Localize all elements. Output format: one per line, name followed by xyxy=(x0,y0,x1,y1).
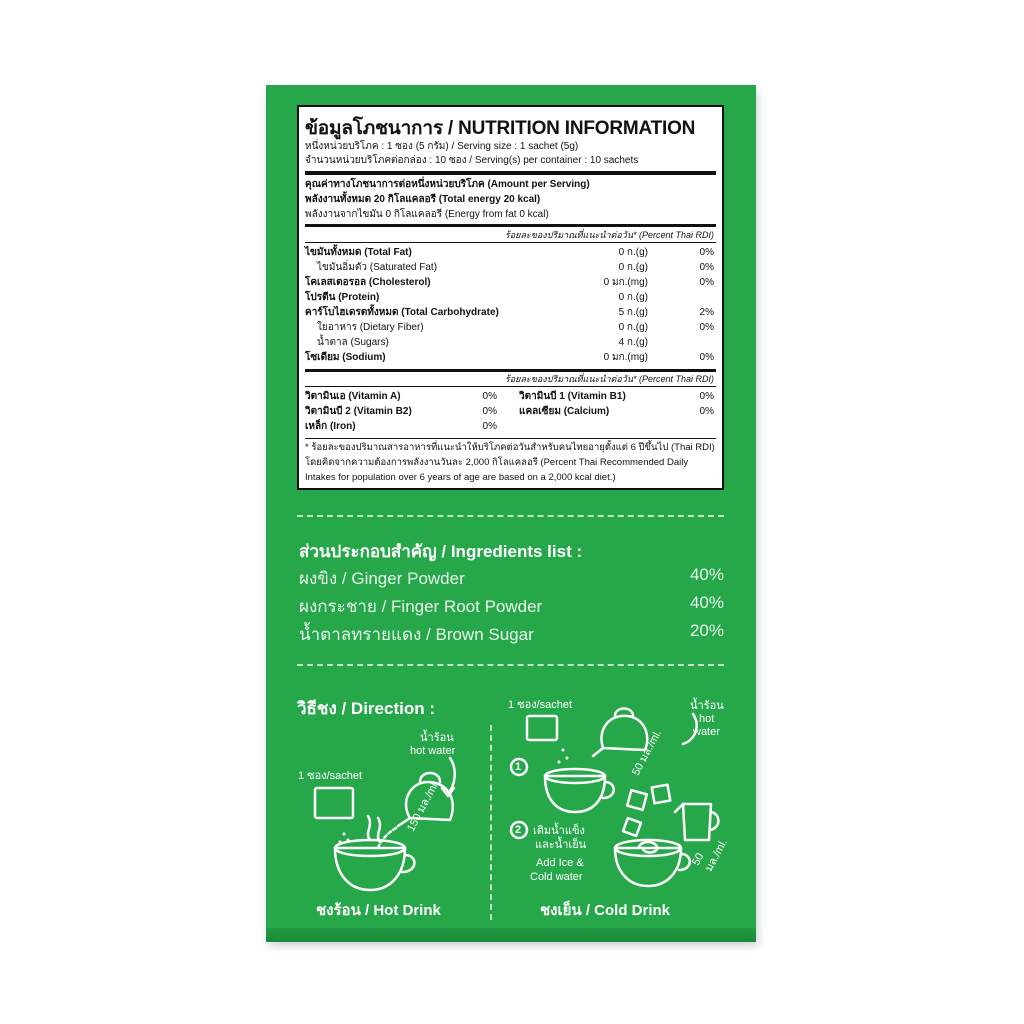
nutrient-pct: 0% xyxy=(699,262,714,273)
vitamin-pct: 0% xyxy=(482,391,497,402)
nutrient-label: โปรตีน (Protein) xyxy=(305,292,380,303)
vitamin-label: วิตามินบี 2 (Vitamin B2) xyxy=(305,406,412,417)
nutrient-pct: 0% xyxy=(699,277,714,288)
dashed-divider xyxy=(297,664,724,666)
ingredient-row xyxy=(299,621,724,643)
nutrient-amount: 0 ก.(g) xyxy=(618,322,648,333)
nutrient-pct: 0% xyxy=(699,247,714,258)
cold-water-th: น้ำร้อน xyxy=(690,700,724,712)
cold-water-en: water xyxy=(693,726,720,738)
ingredient-row xyxy=(299,593,724,615)
nutrient-amount: 5 ก.(g) xyxy=(618,307,648,318)
pitcher-icon xyxy=(683,804,711,840)
hot-water-th: น้ำร้อน xyxy=(420,732,454,744)
amount-per-serving: คุณค่าทางโภชนาการต่อหนึ่งหน่วยบริโภค (Amount per Serving) xyxy=(305,179,590,190)
nutrient-label: โคเลสเตอรอล (Cholesterol) xyxy=(305,277,431,288)
nutrient-label: ใยอาหาร (Dietary Fiber) xyxy=(317,322,424,333)
vitamin-pct: 0% xyxy=(699,391,714,402)
step-1-number: 1 xyxy=(515,761,522,773)
divider-thick xyxy=(305,369,716,372)
footnote-line: * ร้อยละของปริมาณสารอาหารที่แนะนำให้บริโภคต่อวันสำหรับคนไทยอายุตั้งแต่ 6 ปีขึ้นไป (Thai RDI) xyxy=(305,442,715,453)
step-2-th: เติมน้ำแข็ง xyxy=(533,825,585,837)
divider-thin xyxy=(305,242,716,243)
step-2-en: Cold water xyxy=(530,871,583,883)
cold-volume-2: มล./ml. xyxy=(703,837,730,874)
nutrient-pct: 2% xyxy=(699,307,714,318)
ice-cube-icon xyxy=(623,818,641,836)
cold-water-en: hot xyxy=(699,713,715,725)
divider-thin xyxy=(305,438,716,439)
nutrient-pct: 0% xyxy=(699,352,714,363)
ingredient-row xyxy=(299,565,724,587)
ice-cube-icon xyxy=(627,790,647,810)
step-2-number: 2 xyxy=(515,824,522,836)
cold-volume-1: 50 มล./ml. xyxy=(630,727,665,778)
sachet-icon xyxy=(527,716,557,740)
vitamin-label: วิตามินบี 1 (Vitamin B1) xyxy=(519,391,626,402)
step-2-en: Add Ice & xyxy=(536,857,584,869)
vitamin-pct: 0% xyxy=(482,406,497,417)
step-2-th: และน้ำเย็น xyxy=(535,839,587,851)
nutrient-amount: 0 ก.(g) xyxy=(618,292,648,303)
divider-thick xyxy=(305,224,716,227)
nutrient-label: ไขมันอิ่มตัว (Saturated Fat) xyxy=(317,262,438,273)
nutrient-amount: 0 มก.(mg) xyxy=(603,352,648,363)
box-bottom-edge xyxy=(266,928,756,942)
ingredients-title: ส่วนประกอบสำคัญ / Ingredients list : xyxy=(299,542,583,561)
vitamin-label: แคลเซียม (Calcium) xyxy=(519,406,610,417)
direction-column-divider xyxy=(490,725,492,920)
nutrient-label: โซเดียม (Sodium) xyxy=(305,352,386,363)
ice-cube-icon xyxy=(652,785,671,804)
ingredient-name: น้ำตาลทรายแดง / Brown Sugar xyxy=(299,625,534,644)
nutrient-amount: 0 มก.(mg) xyxy=(603,277,648,288)
nutrient-amount: 4 ก.(g) xyxy=(618,337,648,348)
divider-thick xyxy=(305,171,716,175)
ingredient-name: ผงกระชาย / Finger Root Powder xyxy=(299,597,543,616)
cold-volume-2: 50 xyxy=(690,851,707,868)
ingredient-pct: 40% xyxy=(689,565,724,584)
vitamin-pct: 0% xyxy=(482,421,497,432)
sachet-icon xyxy=(315,788,353,818)
dashed-divider xyxy=(297,515,724,517)
cold-drink-label: ชงเย็น / Cold Drink xyxy=(540,902,671,919)
vitamin-label: วิตามินเอ (Vitamin A) xyxy=(305,391,401,402)
nutrient-amount: 0 ก.(g) xyxy=(618,262,648,273)
nutrient-label: น้ำตาล (Sugars) xyxy=(317,337,389,348)
hot-sachet-label: 1 ซอง/sachet xyxy=(298,770,363,782)
direction-title: วิธีชง / Direction : xyxy=(297,699,435,718)
nutrition-panel xyxy=(297,105,724,490)
nutrient-pct: 0% xyxy=(699,322,714,333)
ingredient-name: ผงขิง / Ginger Powder xyxy=(299,569,465,588)
vitamin-label: เหล็ก (Iron) xyxy=(305,421,356,432)
hot-water-en: hot water xyxy=(410,745,456,757)
ingredient-pct: 40% xyxy=(689,593,724,612)
hot-drink-illustration xyxy=(300,730,485,905)
cold-sachet-label: 1 ซอง/sachet xyxy=(508,699,573,711)
total-energy: พลังงานทั้งหมด 20 กิโลแคลอรี (Total energy 20 kcal) xyxy=(305,194,541,205)
hot-volume: 150 มล./ml. xyxy=(405,778,442,834)
kettle-icon xyxy=(601,716,647,750)
nutrient-label: คาร์โบไฮเดรตทั้งหมด (Total Carbohydrate) xyxy=(305,307,499,318)
divider-thin xyxy=(305,386,716,387)
rdi-header: ร้อยละของปริมาณที่แนะนำต่อวัน* (Percent Thai RDI) xyxy=(504,374,714,384)
ingredient-pct: 20% xyxy=(689,621,724,640)
vitamin-pct: 0% xyxy=(699,406,714,417)
rdi-header: ร้อยละของปริมาณที่แนะนำต่อวัน* (Percent Thai RDI) xyxy=(504,230,714,240)
nutrient-label: ไขมันทั้งหมด (Total Fat) xyxy=(305,247,412,258)
nutrient-amount: 0 ก.(g) xyxy=(618,247,648,258)
nutrition-title: ข้อมูลโภชนาการ / NUTRITION INFORMATION xyxy=(305,118,696,139)
footnote-line: โดยคิดจากความต้องการพลังงานวันละ 2,000 กิโลแคลอรี (Percent Thai Recommended Daily xyxy=(305,457,689,468)
hot-drink-label: ชงร้อน / Hot Drink xyxy=(316,902,441,919)
serving-size: หนึ่งหน่วยบริโภค : 1 ซอง (5 กรัม) / Serving size : 1 sachet (5g) xyxy=(305,141,579,152)
energy-from-fat: พลังงานจากไขมัน 0 กิโลแคลอรี (Energy from fat 0 kcal) xyxy=(305,209,549,220)
servings-per-container: จำนวนหน่วยบริโภคต่อกล่อง : 10 ซอง / Serving(s) per container : 10 sachets xyxy=(305,155,639,166)
footnote-line: Intakes for population over 6 years of age are based on a 2,000 kcal diet.) xyxy=(305,472,616,483)
